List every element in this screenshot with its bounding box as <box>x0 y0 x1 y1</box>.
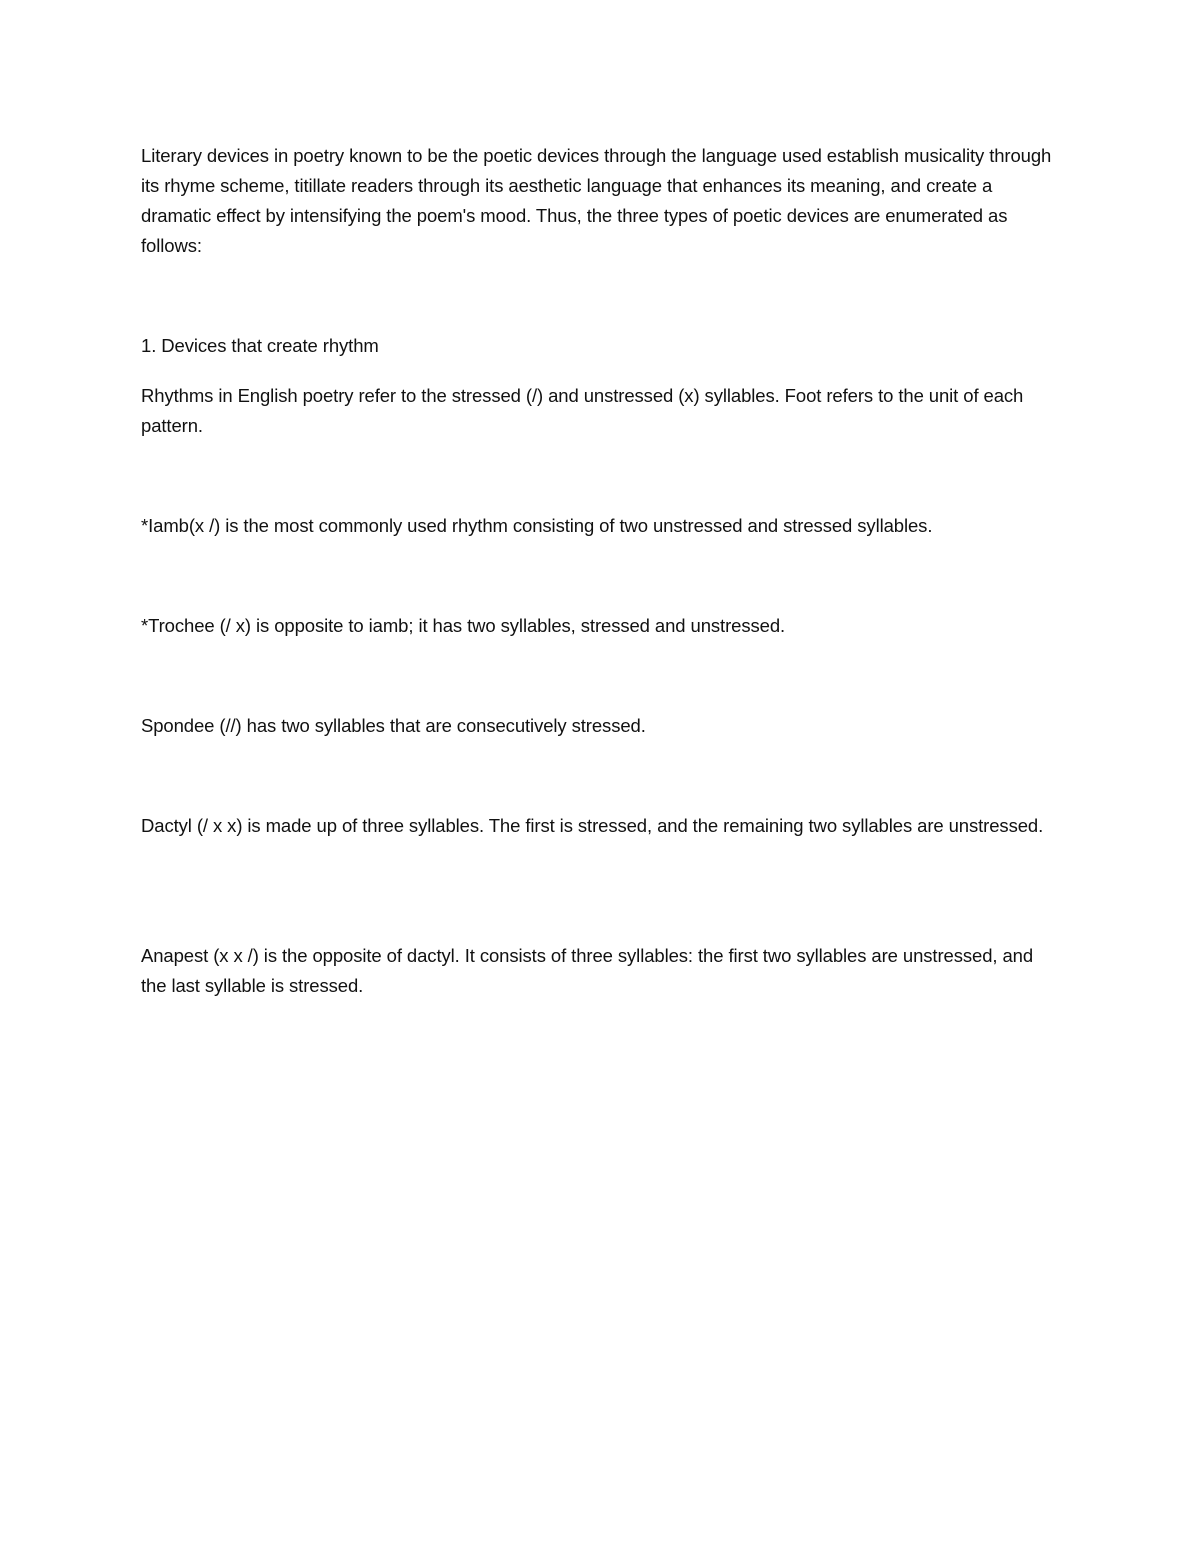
section-heading: 1. Devices that create rhythm <box>141 335 379 356</box>
intro-paragraph: Literary devices in poetry known to be the poetic devices through the language used establish musicality through its rhyme scheme, titillate readers through its aesthetic language that enhances its meaning, and create a dramatic effect by intensifying the poem's mood. Thus, the three types of poetic devices are enumerated as follows: <box>141 145 1052 256</box>
dactyl-paragraph: Dactyl (/ x x) is made up of three syllables. The first is stressed, and the remaining two syllables are unstressed. <box>141 815 1044 836</box>
rhythm-definition-paragraph: Rhythms in English poetry refer to the stressed (/) and unstressed (x) syllables. Foot refers to the unit of each pattern. <box>141 385 1024 436</box>
spondee-paragraph: Spondee (//) has two syllables that are consecutively stressed. <box>141 715 646 736</box>
anapest-paragraph: Anapest (x x /) is the opposite of dactyl. It consists of three syllables: the first two syllables are unstressed, and the last syllable is stressed. <box>141 945 1034 996</box>
iamb-paragraph: *Iamb(x /) is the most commonly used rhythm consisting of two unstressed and stressed syllables. <box>141 515 933 536</box>
trochee-paragraph: *Trochee (/ x) is opposite to iamb; it has two syllables, stressed and unstressed. <box>141 615 786 636</box>
